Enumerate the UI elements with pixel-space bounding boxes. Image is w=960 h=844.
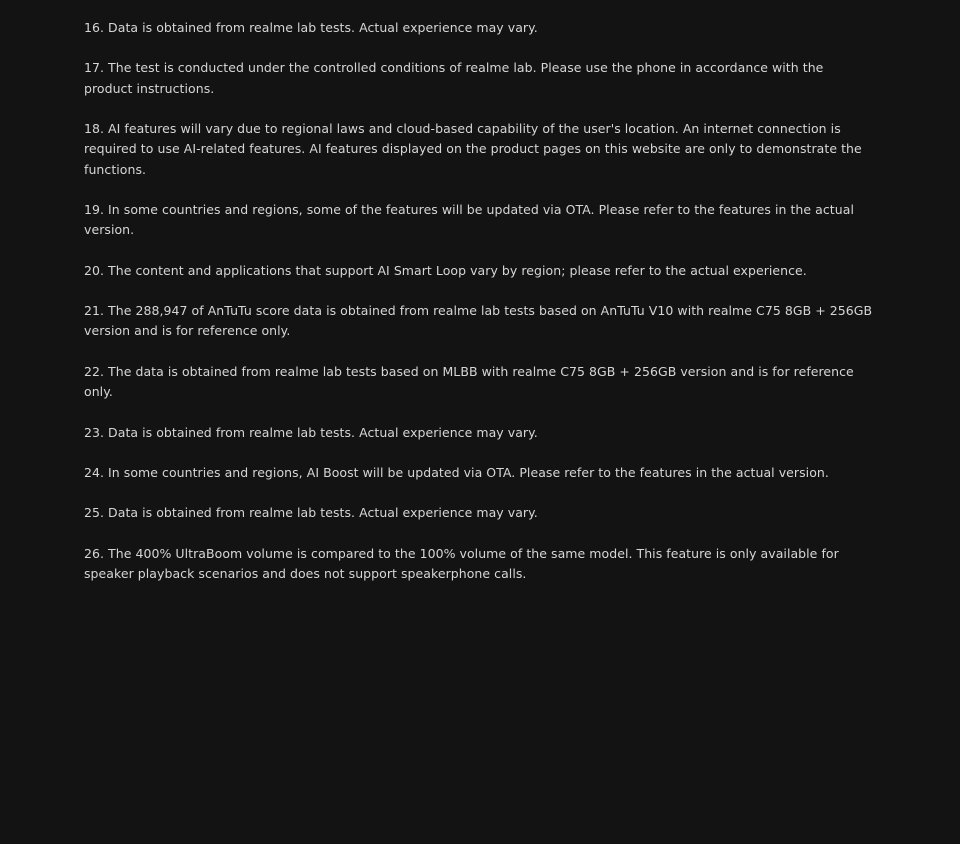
footnote-18: 18. AI features will vary due to regional laws and cloud-based capability of the user's location. An internet connection is required to use AI-related features. AI features displayed on the product pages on this website are only to demonstrate the functions. bbox=[84, 121, 862, 177]
footnote-23: 23. Data is obtained from realme lab tests. Actual experience may vary. bbox=[84, 424, 538, 440]
footnote-20: 20. The content and applications that support AI Smart Loop vary by region; please refer to the actual experience. bbox=[84, 262, 807, 278]
footnote-21: 21. The 288,947 of AnTuTu score data is obtained from realme lab tests based on AnTuTu V10 with realme C75 8GB + 256GB version and is for reference only. bbox=[84, 303, 873, 339]
footnotes-list bbox=[84, 18, 874, 604]
footnote-26: 26. The 400% UltraBoom volume is compared to the 100% volume of the same model. This feature is only available for speaker playback scenarios and does not support speakerphone calls. bbox=[84, 545, 839, 581]
footnote-22: 22. The data is obtained from realme lab tests based on MLBB with realme C75 8GB + 256GB version and is for reference only. bbox=[84, 363, 854, 400]
footnote-17: 17. The test is conducted under the controlled conditions of realme lab. Please use the phone in accordance with the product instructions. bbox=[84, 60, 824, 96]
footnote-19: 19. In some countries and regions, some of the features will be updated via OTA. Please refer to the features in the actual version. bbox=[84, 202, 854, 238]
footnote-16: 16. Data is obtained from realme lab tests. Actual experience may vary. bbox=[84, 20, 538, 35]
footnote-25: 25. Data is obtained from realme lab tests. Actual experience may vary. bbox=[84, 505, 538, 521]
footnote-24: 24. In some countries and regions, AI Boost will be updated via OTA. Please refer to the features in the actual version. bbox=[84, 464, 829, 480]
